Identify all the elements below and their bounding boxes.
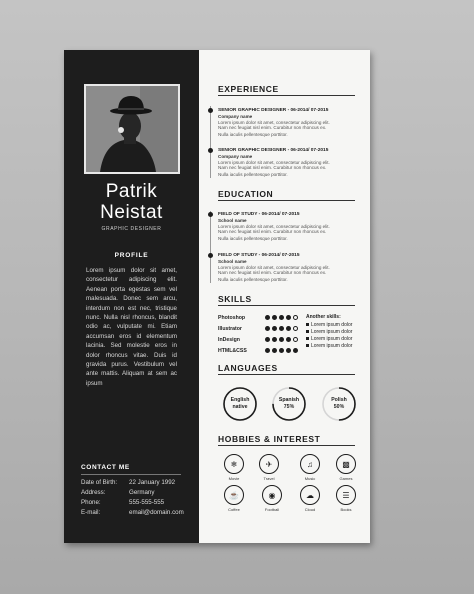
hobby-label: Cloud — [304, 507, 316, 512]
experience-desc: Nulla iaculis pellentesque porttitor. — [218, 132, 288, 137]
skills-heading: SKILLS — [218, 294, 252, 304]
profile-heading: PROFILE — [114, 252, 149, 259]
hobbies-rule — [218, 445, 355, 446]
airplane-icon: ✈ — [259, 454, 279, 474]
left-panel — [64, 50, 199, 543]
education-field: FIELD OF STUDY - 06-2014/ 07-2015 — [218, 253, 300, 258]
language-level: 75% — [283, 404, 295, 410]
language-name: Polish — [331, 397, 347, 403]
rating-dot-filled — [265, 348, 270, 353]
rating-dot-filled — [272, 337, 277, 342]
contact-value: Germany — [129, 489, 155, 496]
first-name: Patrik — [105, 181, 158, 202]
rating-dot-filled — [279, 326, 284, 331]
contact-label: Date of Birth: — [81, 479, 118, 486]
language-english — [222, 386, 258, 422]
skill-name: Photoshop — [218, 315, 246, 321]
other-skill-item — [306, 329, 352, 335]
other-skill-item — [306, 322, 352, 328]
rating-dot-empty — [293, 337, 298, 342]
hobby-label: Movie — [228, 476, 240, 481]
music-note-icon: ♫ — [300, 454, 320, 474]
skill-rating — [265, 326, 305, 331]
education-desc: Nam nec feugiat nisl enim. Curabitur non rhoncus ex. — [218, 270, 327, 275]
education-school: School name — [218, 259, 247, 264]
other-skills-heading: Another skills: — [306, 314, 341, 320]
rating-dot-filled — [286, 326, 291, 331]
coffee-cup-icon: ☕ — [224, 485, 244, 505]
job-title: GRAPHIC DESIGNER — [101, 226, 162, 232]
contact-label: E-mail: — [81, 509, 101, 516]
contact-value: email@domain.com — [129, 509, 184, 516]
books-icon: ☰ — [336, 485, 356, 505]
skill-rating — [265, 315, 305, 320]
profile-photo — [84, 84, 180, 174]
cloud-icon: ☁ — [300, 485, 320, 505]
rating-dot-filled — [265, 326, 270, 331]
experience-role: SENIOR GRAPHIC DESIGNER - 06-2014/ 07-2015 — [218, 148, 329, 153]
language-polish — [321, 386, 357, 422]
skill-name: InDesign — [218, 337, 240, 343]
skill-rating — [265, 348, 305, 353]
timeline-dot — [208, 212, 213, 217]
rating-dot-filled — [279, 315, 284, 320]
language-name: English — [230, 397, 250, 403]
other-skill-item — [306, 343, 352, 349]
resume-sheet — [64, 50, 370, 543]
film-reel-icon: ❄ — [224, 454, 244, 474]
experience-company: Company name — [218, 114, 253, 119]
experience-company: Company name — [218, 154, 253, 159]
education-desc: Lorem ipsum dolor sit amet, consectetur adipiscing elit. — [218, 224, 330, 229]
rating-dot-empty — [293, 326, 298, 331]
rating-dot-filled — [286, 315, 291, 320]
hobby-label: Coffee — [228, 507, 240, 512]
portrait-illustration — [86, 86, 178, 172]
experience-desc: Lorem ipsum dolor sit amet, consectetur adipiscing elit. — [218, 160, 330, 165]
timeline-dot — [208, 108, 213, 113]
experience-role: SENIOR GRAPHIC DESIGNER - 06-2014/ 07-2015 — [218, 108, 329, 113]
other-skill-label: Lorem ipsum dolor — [311, 329, 353, 335]
rating-dot-filled — [272, 348, 277, 353]
skill-rating — [265, 337, 305, 342]
rating-dot-filled — [286, 348, 291, 353]
other-skill-label: Lorem ipsum dolor — [311, 336, 353, 342]
other-skill-item — [306, 336, 352, 342]
rating-dot-filled — [272, 315, 277, 320]
rating-dot-filled — [293, 348, 298, 353]
experience-heading: EXPERIENCE — [218, 84, 279, 94]
rating-dot-filled — [265, 337, 270, 342]
rating-dot-filled — [279, 337, 284, 342]
timeline-dot — [208, 148, 213, 153]
language-name: Spanish — [278, 397, 300, 403]
bullet-icon — [306, 344, 309, 347]
contact-label: Address: — [81, 489, 106, 496]
education-rule — [218, 200, 355, 201]
rating-dot-filled — [286, 337, 291, 342]
contact-row-dob — [81, 479, 175, 486]
education-desc: Nam nec feugiat nisl enim. Curabitur non rhoncus ex. — [218, 229, 327, 234]
skill-name: HTML&CSS — [218, 348, 247, 354]
bullet-icon — [306, 323, 309, 326]
contact-heading: CONTACT ME — [81, 464, 130, 471]
language-spanish — [271, 386, 307, 422]
football-icon: ◉ — [262, 485, 282, 505]
timeline-dot — [208, 253, 213, 258]
experience-desc: Lorem ipsum dolor sit amet, consectetur adipiscing elit. — [218, 120, 330, 125]
experience-timeline — [210, 106, 211, 178]
last-name: Neistat — [100, 202, 163, 223]
rating-dot-filled — [279, 348, 284, 353]
bullet-icon — [306, 337, 309, 340]
contact-value: 22 January 1992 — [129, 479, 176, 486]
hobby-label: Travel — [263, 476, 275, 481]
hobbies-heading: HOBBIES & INTEREST — [218, 434, 321, 444]
skills-rule — [218, 305, 355, 306]
education-field: FIELD OF STUDY - 06-2014/ 07-2015 — [218, 212, 300, 217]
contact-divider — [81, 474, 181, 475]
skill-name: Illustrator — [218, 326, 242, 332]
other-skill-label: Lorem ipsum dolor — [311, 322, 353, 328]
hobby-label: Books — [340, 507, 352, 512]
profile-text: Lorem ipsum dolor sit amet, consectetur adipiscing elit. Aenean porta egestas sem vel malesuada. Donec sem arcu, interdum non est nec, tristique nunc. Nulla nisl rhoncus, blandit odio ac, vulputate mi. Etiam accumsan eros id elementum lacinia. Sed molestie eros in dolor rhoncus vitae. Duis id gravida purus. Vestibulum vel ante mattis. Aliquam at sem ac ipsum — [86, 267, 177, 387]
languages-rule — [218, 374, 355, 375]
education-desc: Nulla iaculis pellentesque porttitor. — [218, 236, 288, 241]
contact-row-address — [81, 489, 154, 496]
other-skill-label: Lorem ipsum dolor — [311, 343, 353, 349]
education-desc: Lorem ipsum dolor sit amet, consectetur adipiscing elit. — [218, 265, 330, 270]
contact-row-email — [81, 509, 184, 516]
bullet-icon — [306, 330, 309, 333]
space-invader-icon: ▩ — [336, 454, 356, 474]
languages-heading: LANGUAGES — [218, 363, 278, 373]
contact-label: Phone: — [81, 499, 101, 506]
experience-desc: Nam nec feugiat nisl enim. Curabitur non rhoncus ex. — [218, 165, 327, 170]
education-desc: Nulla iaculis pellentesque porttitor. — [218, 277, 288, 282]
hobby-label: Games — [339, 476, 353, 481]
language-level: 50% — [333, 404, 345, 410]
education-timeline — [210, 211, 211, 283]
experience-rule — [218, 95, 355, 96]
contact-value: 555-555-555 — [129, 499, 165, 506]
rating-dot-empty — [293, 315, 298, 320]
rating-dot-filled — [265, 315, 270, 320]
hobby-label: Music — [304, 476, 316, 481]
contact-row-phone — [81, 499, 164, 506]
rating-dot-filled — [272, 326, 277, 331]
experience-desc: Nulla iaculis pellentesque porttitor. — [218, 172, 288, 177]
hobby-label: Football — [264, 507, 280, 512]
language-level: native — [232, 404, 248, 410]
experience-desc: Nam nec feugiat nisl enim. Curabitur non rhoncus ex. — [218, 125, 327, 130]
education-school: School name — [218, 218, 247, 223]
education-heading: EDUCATION — [218, 189, 274, 199]
